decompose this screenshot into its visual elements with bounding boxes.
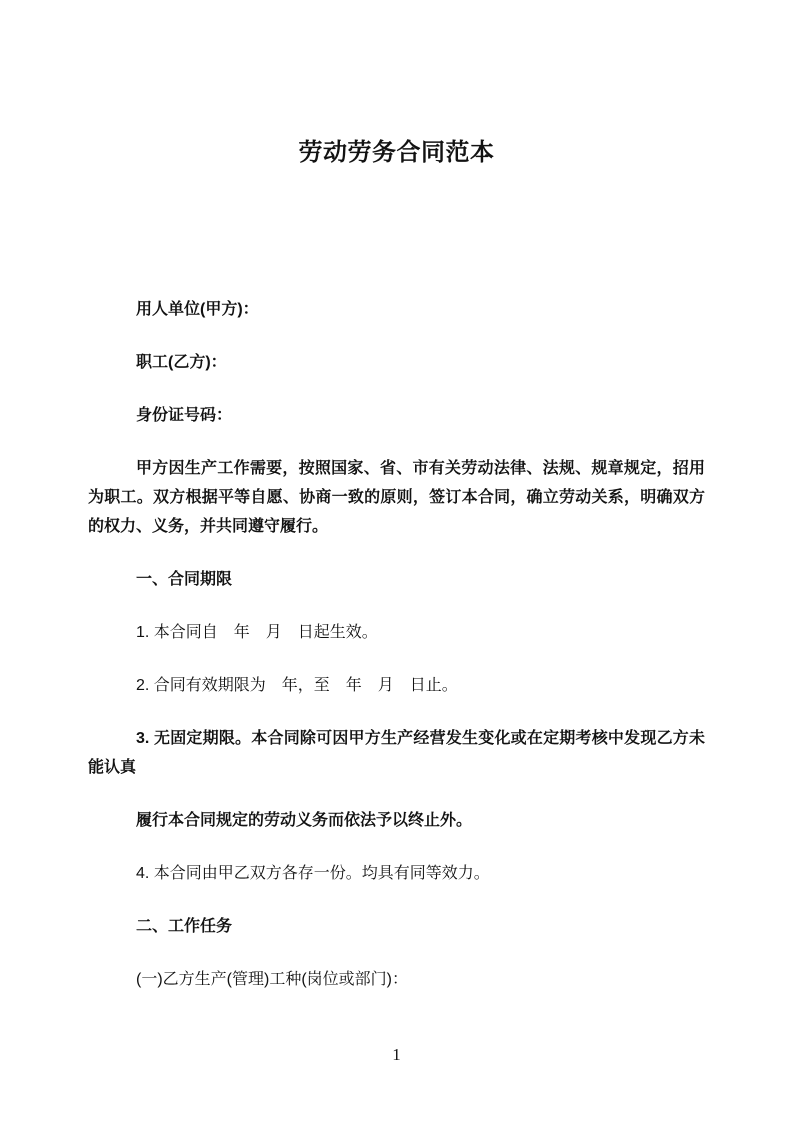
id-number-field-label: 身份证号码： (136, 407, 233, 424)
page-number: 1 (392, 1045, 401, 1064)
document-title: 劳动劳务合同范本 (298, 139, 495, 166)
clause-1-4: 4. 本合同由甲乙双方各存一份。均具有同等效力。 (136, 865, 490, 882)
party-b-field-label: 职工(乙方)： (136, 354, 227, 371)
clause-1-3-continuation: 履行本合同规定的劳动义务而依法予以终止外。 (136, 812, 473, 829)
clause-1-3: 3. 无固定期限。本合同除可因甲方生产经营发生变化或在定期考核中发现乙方未能认真 (88, 730, 705, 776)
clause-2-1: (一)乙方生产(管理)工种(岗位或部门)： (136, 971, 408, 988)
intro-paragraph: 甲方因生产工作需要，按照国家、省、市有关劳动法律、法规、规章规定，招用为职工。双方根据平等自愿、协商一致的原则，签订本合同，确立劳动关系，明确双方的权力、义务，并共同遵守履行。 (88, 460, 705, 535)
party-a-field-label: 用人单位(甲方)： (136, 301, 259, 318)
clause-1-2: 2. 合同有效期限为 年，至 年 月 日止。 (136, 677, 458, 694)
section-1-heading: 一、合同期限 (136, 571, 233, 588)
clause-1-1: 1. 本合同自 年 月 日起生效。 (136, 624, 378, 641)
section-2-heading: 二、工作任务 (136, 918, 233, 935)
